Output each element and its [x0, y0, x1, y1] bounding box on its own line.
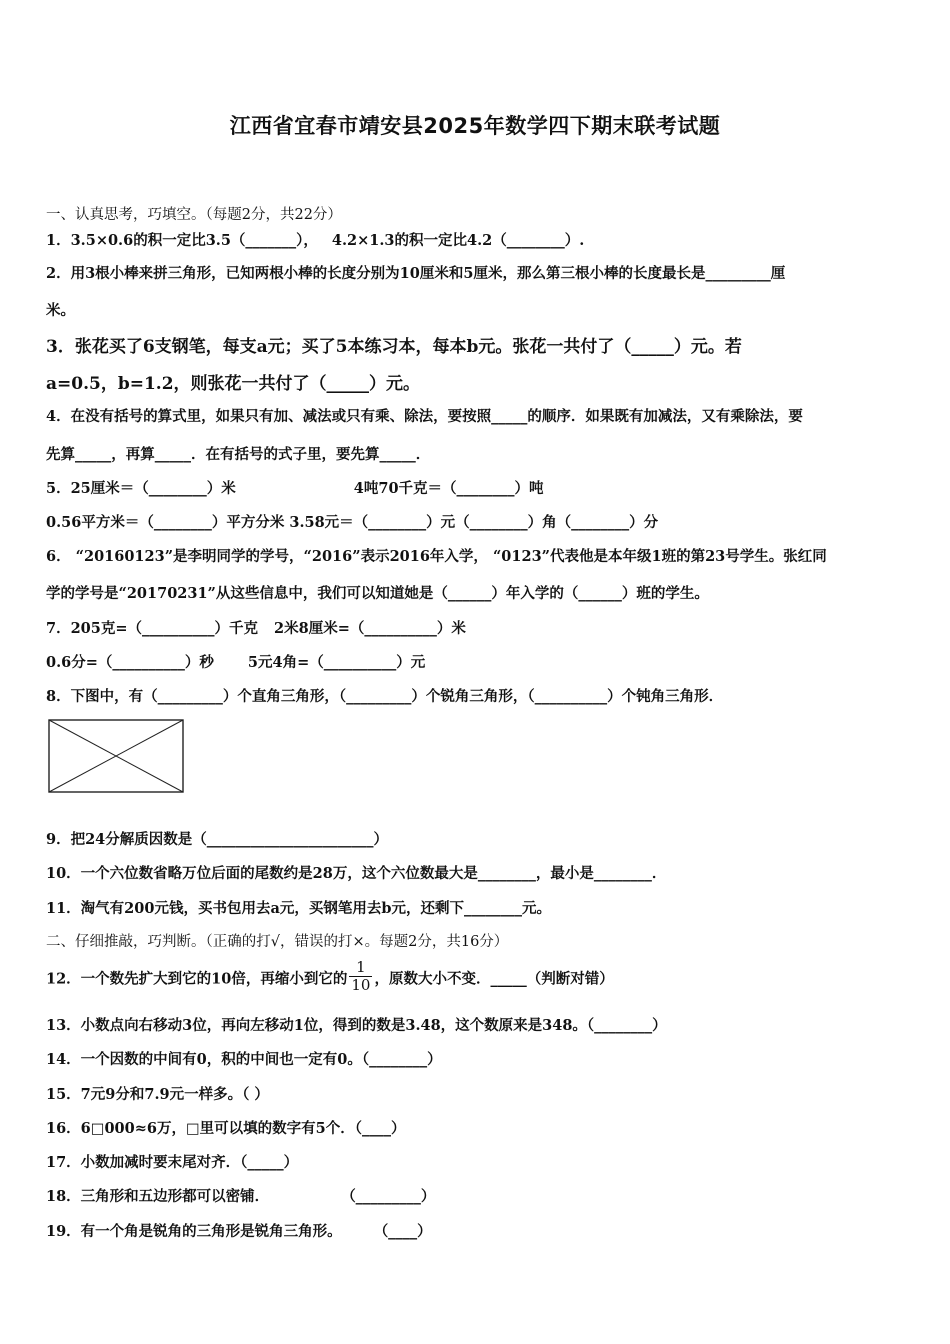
question-18-blank: （_________） — [341, 1188, 436, 1205]
fraction-numerator: 1 — [349, 959, 372, 977]
question-12-text-end: ，原数大小不变．_____（判断对错） — [374, 970, 614, 988]
question-4-line-2: 先算_____，再算_____．在有括号的式子里，要先算_____． — [46, 446, 431, 463]
rectangle-diagonals-figure — [47, 718, 187, 796]
section-2-heading: 二、仔细推敲，巧判断。（正确的打√，错误的打×。每题2分，共16分） — [46, 934, 509, 950]
question-4-line-1: 4．在没有括号的算式里，如果只有加、减法或只有乘、除法，要按照_____的顺序．如果既有加减法，又有乘除法，要 — [46, 408, 803, 425]
question-7-part-a: 7．205克=（__________）千克 — [46, 620, 259, 637]
question-7-part-b: 2米8厘米=（__________）米 — [274, 620, 466, 637]
question-7-part-c: 0.6分=（__________）秒 — [46, 654, 214, 671]
question-2-line-1: 2．用3根小棒来拼三角形，已知两根小棒的长度分别为10厘米和5厘米，那么第三根小棒的长度最长是_________厘 — [46, 265, 786, 282]
question-3-line-2: a=0.5，b=1.2，则张花一共付了（_____）元。 — [46, 374, 421, 394]
question-12 — [46, 958, 614, 997]
section-1-heading: 一、认真思考，巧填空。（每题2分，共22分） — [46, 207, 342, 223]
question-13: 13．小数点向右移动3位，再向左移动1位，得到的数是3.48，这个数原来是348。（________） — [46, 1017, 667, 1034]
page-title: 江西省宜春市靖安县2025年数学四下期末联考试题 — [229, 114, 721, 138]
question-8: 8．下图中，有（_________）个直角三角形，（_________）个锐角三角形，（__________）个钝角三角形． — [46, 688, 724, 705]
question-19 — [46, 1220, 432, 1241]
question-11: 11．淘气有200元钱，买书包用去a元，买钢笔用去b元，还剩下________元。 — [46, 900, 551, 917]
question-7-line-2 — [46, 651, 425, 672]
question-16: 16．6□000≈6万，□里可以填的数字有5个．（____） — [46, 1120, 406, 1137]
question-19-blank: （____） — [373, 1223, 432, 1240]
question-2-line-2: 米。 — [46, 302, 75, 319]
question-5-part-b: 4吨70千克＝（________）吨 — [353, 480, 544, 497]
question-6-line-2: 学的学号是“20170231”从这些信息中，我们可以知道她是（______）年入学的（______）班的学生。 — [46, 585, 709, 602]
question-17: 17．小数加减时要末尾对齐．（_____） — [46, 1154, 299, 1171]
question-5-part-a: 5．25厘米＝（________）米 — [46, 480, 236, 497]
question-19-text: 19．有一个角是锐角的三角形是锐角三角形。 — [46, 1223, 342, 1240]
question-5-line-1 — [46, 477, 544, 498]
question-18-text: 18．三角形和五边形都可以密铺． — [46, 1188, 270, 1205]
question-5-line-2: 0.56平方米＝（________）平方分米 3.58元＝（________）元（________）角（________）分 — [46, 514, 659, 531]
question-15: 15．7元9分和7.9元一样多。（ ） — [46, 1086, 269, 1103]
question-14: 14．一个因数的中间有0，积的中间也一定有0。（________） — [46, 1051, 442, 1068]
question-1-part-a: 1．3.5×0.6的积一定比3.5（_______）， — [46, 232, 318, 249]
question-3-line-1: 3．张花买了6支钢笔，每支a元；买了5本练习本，每本b元。张花一共付了（_____）元。若 — [46, 337, 742, 357]
question-1 — [46, 229, 584, 250]
question-6-line-1: 6． “20160123”是李明同学的学号，“2016”表示2016年入学， “0123”代表他是本年级1班的第23号学生。张红同 — [46, 548, 827, 565]
question-7-line-1 — [46, 617, 466, 638]
fraction-one-tenth — [349, 959, 372, 994]
fraction-denominator: 10 — [351, 976, 371, 994]
question-10: 10．一个六位数省略万位后面的尾数约是28万，这个六位数最大是________，最小是________． — [46, 865, 667, 882]
question-18 — [46, 1185, 435, 1206]
question-7-part-d: 5元4角=（__________）元 — [247, 654, 426, 671]
question-12-text: 12．一个数先扩大到它的10倍，再缩小到它的 — [46, 970, 348, 988]
question-1-part-b: 4.2×1.3的积一定比4.2（________）. — [331, 232, 585, 249]
question-9: 9．把24分解质因数是（_______________________） — [46, 831, 389, 848]
